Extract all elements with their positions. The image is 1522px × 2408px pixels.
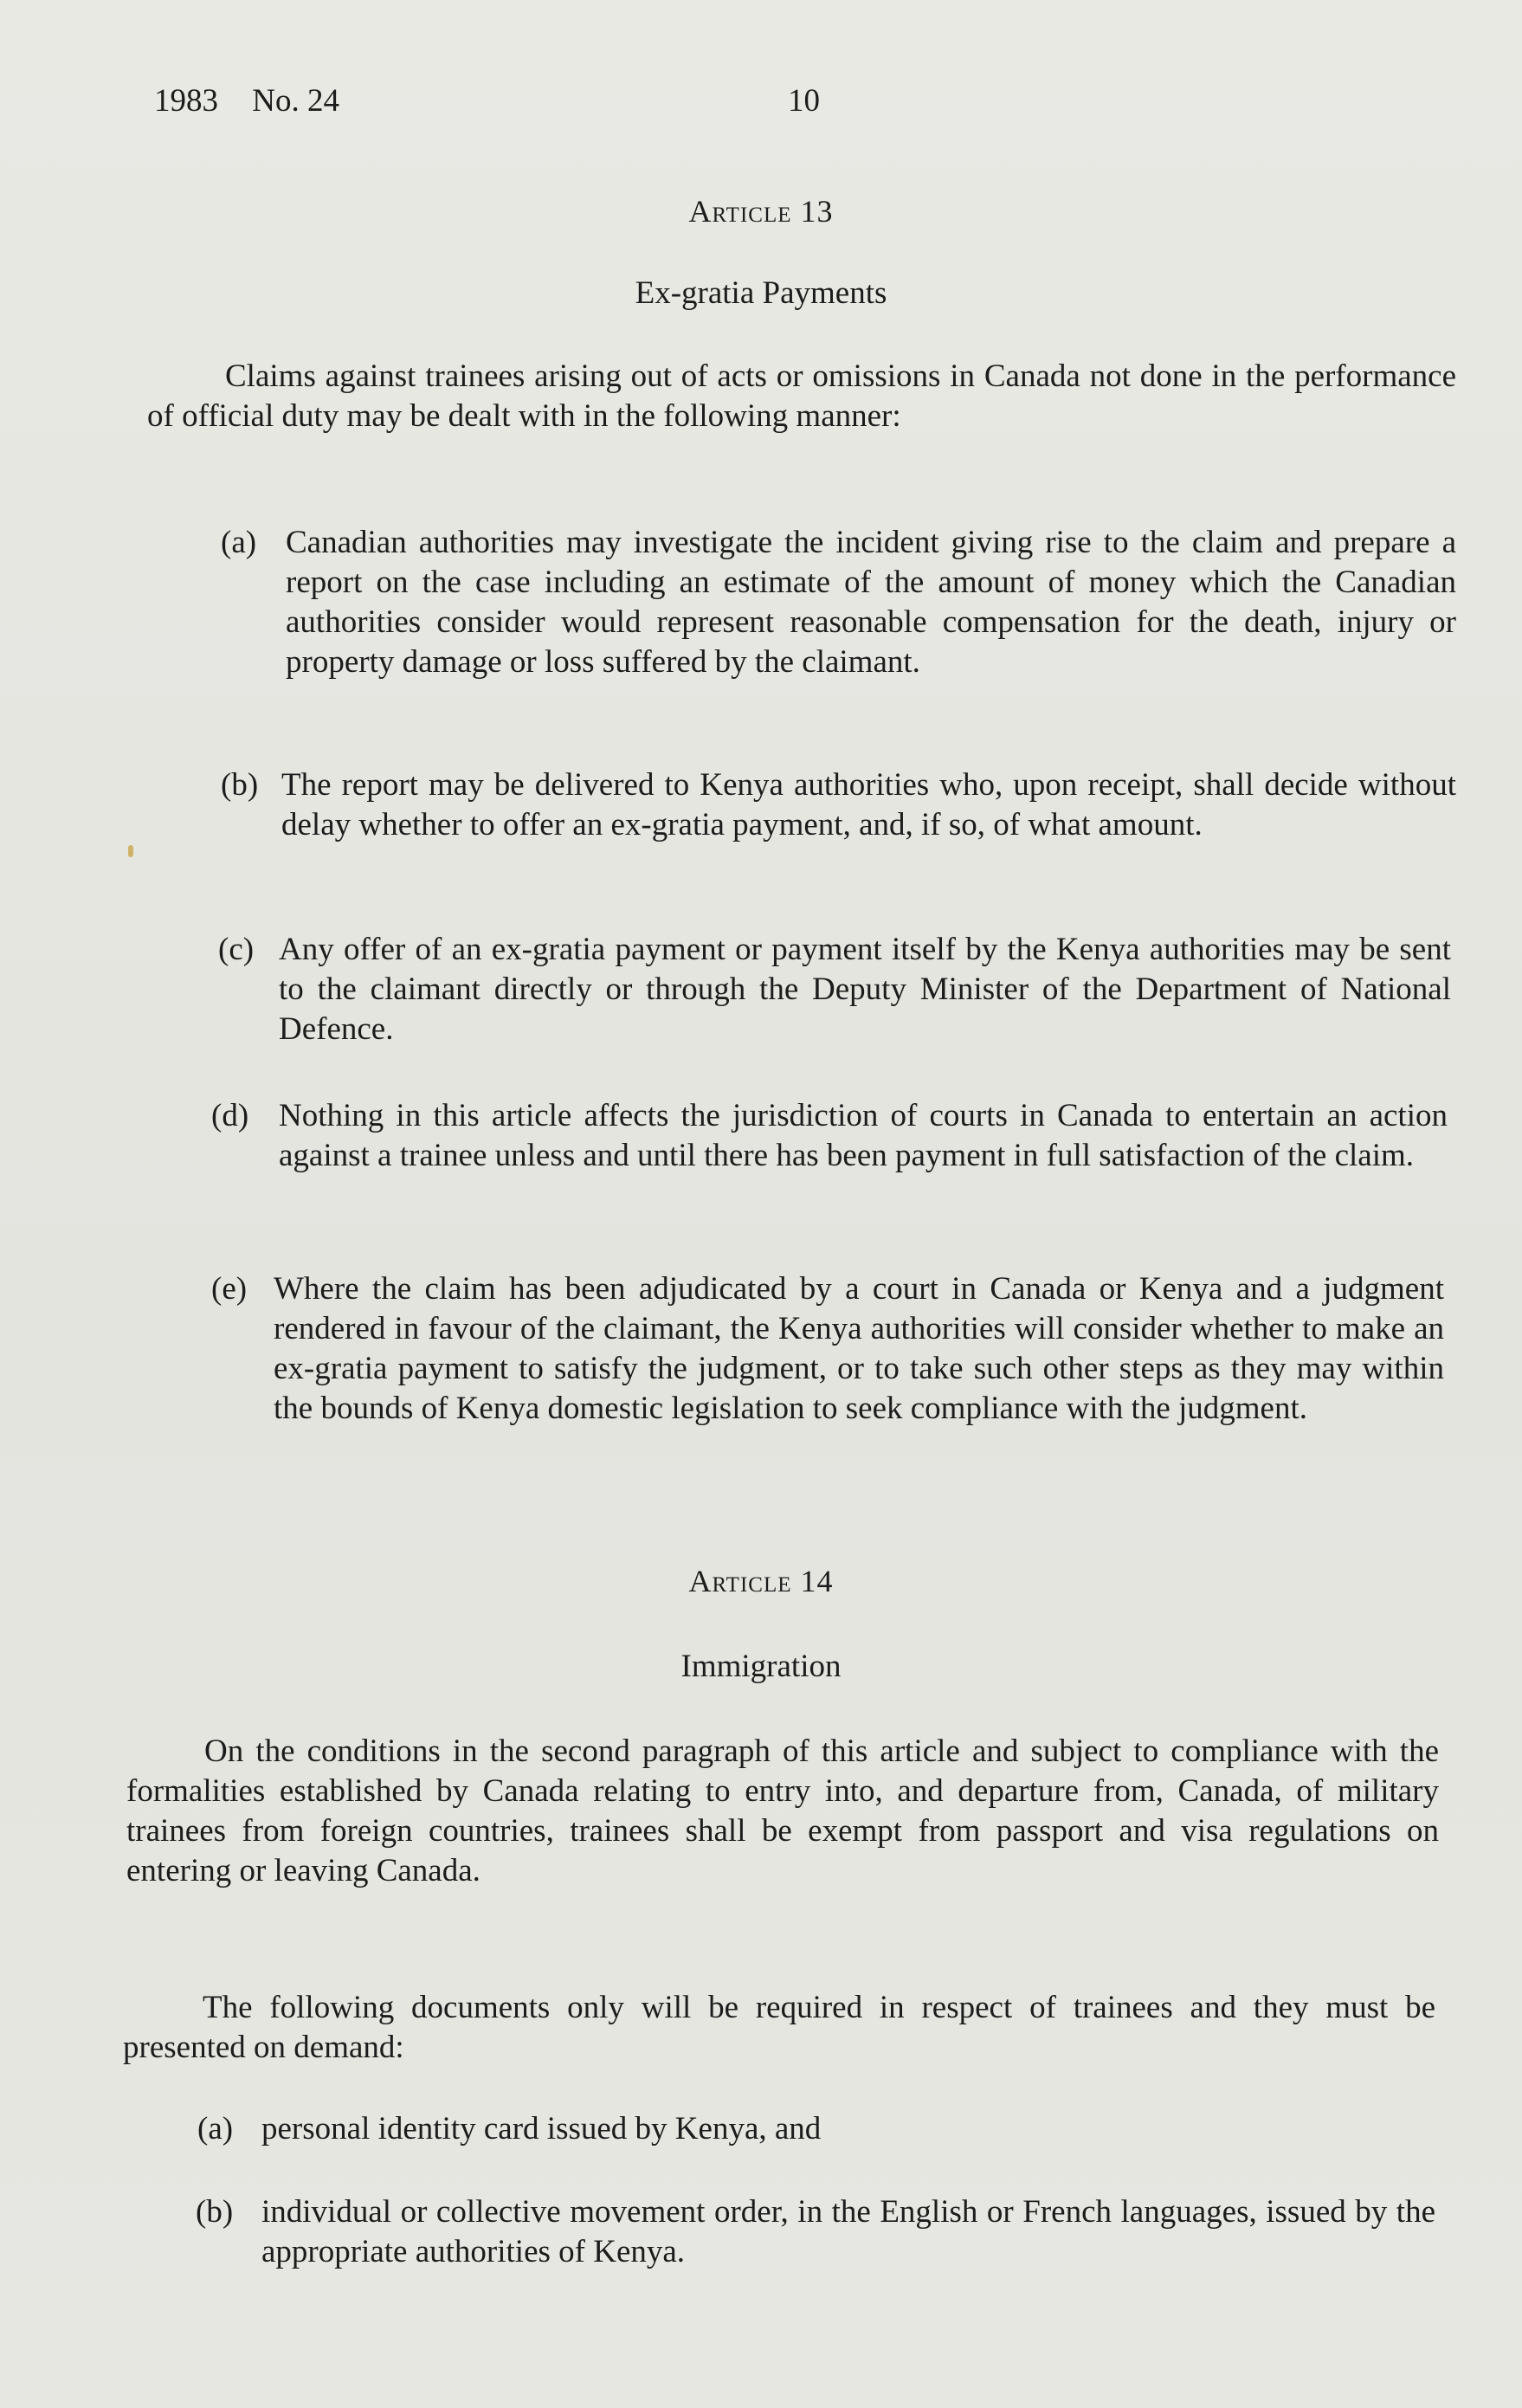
- running-header: [154, 85, 339, 117]
- item-label: (b): [196, 2194, 234, 2230]
- article-13-intro: Claims against trainees arising out of acts or omissions in Canada not done in the performance of official duty may be dealt with in the following manner:: [147, 358, 1456, 434]
- item-text: Nothing in this article affects the jurisdiction of courts in Canada to entertain an action against a trainee unless and until there has been payment in full satisfaction of the claim.: [279, 1098, 1448, 1173]
- article-14-paragraph-1: On the conditions in the second paragraph of this article and subject to compliance with the formalities established by Canada relating to entry into, and departure from, Canada, of military trainees from foreign countries, trainees shall be exempt from passport and visa regulations on entering or leaving Canada.: [126, 1733, 1439, 1888]
- header-year: 1983: [154, 83, 218, 119]
- item-label: (a): [221, 525, 257, 560]
- item-text: Where the claim has been adjudicated by a court in Canada or Kenya and a judgment rendered in favour of the claimant, the Kenya authorities will consider whether to make an ex-gratia payment to satisfy the judgment, or to take such other steps as they may within the bounds of Kenya domestic legislation to seek compliance with the judgment.: [274, 1271, 1444, 1426]
- item-text: personal identity card issued by Kenya, and: [261, 2111, 822, 2147]
- item-label: (d): [211, 1098, 249, 1133]
- article-13-title: Ex-gratia Payments: [635, 275, 887, 311]
- article-14-title: Immigration: [680, 1649, 842, 1684]
- item-text: Any offer of an ex-gratia payment or payment itself by the Kenya authorities may be sent to the claimant directly or through the Deputy Minister of the Department of National Defence.: [279, 932, 1451, 1047]
- article-14-heading: Article 14: [688, 1564, 834, 1598]
- article-13-heading: Article 13: [688, 194, 834, 229]
- article-14-paragraph-2: The following documents only will be required in respect of trainees and they must be presented on demand:: [123, 1990, 1435, 2065]
- item-label: (e): [211, 1271, 248, 1307]
- item-text: The report may be delivered to Kenya authorities who, upon receipt, shall decide without delay whether to offer an ex-gratia payment, and, if so, of what amount.: [281, 767, 1456, 842]
- item-text: individual or collective movement order, in the English or French languages, issued by the appropriate authorities of Kenya.: [261, 2194, 1435, 2269]
- page-number: 10: [788, 83, 820, 119]
- item-label: (c): [218, 932, 255, 967]
- header-number: No. 24: [252, 83, 339, 119]
- ink-mark: [128, 845, 133, 857]
- item-label: (a): [197, 2111, 234, 2147]
- item-label: (b): [221, 767, 259, 803]
- item-text: Canadian authorities may investigate the incident giving rise to the claim and prepare a report on the case including an estimate of the amount of money which the Canadian authorities consider would represent reasonable compensation for the death, injury or property damage or loss suffered by the claimant.: [286, 525, 1456, 680]
